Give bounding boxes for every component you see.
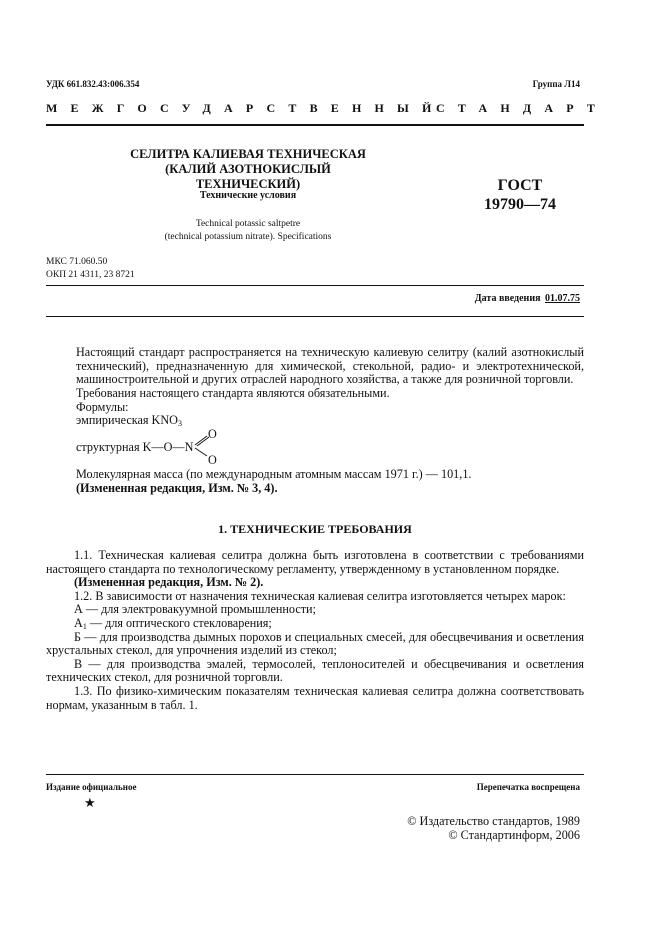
intro-p2: Требования настоящего стандарта являются обязательными. [76,386,390,400]
intro-date [475,293,580,304]
star-icon: ★ [84,795,96,810]
okp-code: ОКП 21 4311, 23 8721 [46,270,135,280]
edit-note-2: (Измененная редакция, Изм. № 2). [74,575,264,590]
grade-a1 [46,617,584,631]
grade-a1-subscript: 1 [82,621,87,631]
intro-p1: Настоящий стандарт распространяется на техническую калиевую селитру (калий азотнокислый технический), предназначенную для химической, стекольной, радио- и электротехнической, машиностроительной и других отраслей народного хозяйства, а также для розничной торговли. [76,345,584,387]
intro-paragraph [76,346,584,387]
bond-lines-icon [194,432,212,460]
english-title-line-2: (technical potassium nitrate). Specifications [164,232,332,242]
copyright-1989: © Издательство стандартов, 1989 [407,814,580,828]
header-rule [46,124,584,126]
banner-left: МЕЖГОСУДАРСТВЕННЫЙ [46,101,445,115]
copyright-block [407,815,580,842]
grade-a1-text: — для оптического стекловарения; [86,615,272,630]
molecular-mass: Молекулярная масса (по международным атомным массам 1971 г.) — 101,1. [76,467,472,481]
clause-1-2: 1.2. В зависимости от назначения техническая калиевая селитра изготовляется четырех марок: [74,588,566,603]
title-block [118,147,378,192]
clause-1-3: 1.3. По физико-химическим показателям техническая калиевая селитра должна соответствовать нормам, указанным в табл. 1. [46,683,584,712]
empirical-subscript: 3 [177,419,182,429]
gost-label: ГОСТ [497,177,543,194]
grade-a1-letter: А [74,615,83,630]
gost-block [470,176,570,214]
copyright-2006: © Стандартинформ, 2006 [448,827,580,842]
group-code: Группа Л14 [532,79,580,89]
intro-date-value: 01.07.75 [545,293,580,304]
formulas-label: Формулы: [76,399,129,414]
edition-official: Издание официальное [46,782,137,792]
section-1-heading: 1. ТЕХНИЧЕСКИЕ ТРЕБОВАНИЯ [218,522,412,536]
footer-rule [46,774,584,775]
title-line-1: СЕЛИТРА КАЛИЕВАЯ ТЕХНИЧЕСКАЯ [130,147,366,161]
grade-b: Б — для производства дымных порохов и специальных смесей, для обесцвечивания и осветления хрустальных стекол, для упрочнения изделий из стекол; [46,629,584,658]
english-title [118,218,378,244]
date-rule [46,316,584,317]
banner-right: СТАНДАРТ [436,101,609,115]
grade-a: А — для электровакуумной промышленности; [74,602,316,617]
intro-date-label: Дата введения [474,293,541,304]
title-line-2: (КАЛИЙ АЗОТНОКИСЛЫЙ ТЕХНИЧЕСКИЙ) [165,162,331,191]
classification-codes [46,256,135,282]
edit-note-3-4: (Измененная редакция, Изм. № 3, 4). [76,480,278,495]
subtitle: Технические условия [199,190,297,201]
intro-section [76,346,584,387]
section-1-body [46,549,584,712]
english-title-line-1: Technical potassic saltpetre [195,219,301,229]
mass-block [76,468,584,495]
empirical-label: эмпирическая KNO [76,413,178,428]
codes-rule [46,285,584,286]
clause-1-1: 1.1. Техническая калиевая селитра должна быть изготовлена в соответствии с требованиями настоящего стандарта по технологическому регламенту, утвержденному в установленном порядке. [46,548,584,576]
gost-number: 19790—74 [484,196,556,213]
udk-code: УДК 661.832.43:006.354 [46,79,140,89]
grade-v: В — для производства эмалей, термосолей, теплоносителей и обесцвечивания и осветления технических стекол, для розничной торговли. [46,656,584,685]
reprint-prohibited: Перепечатка воспрещена [476,782,580,792]
intro-lines [76,387,584,428]
empirical-formula [76,414,584,428]
mks-code: МКС 71.060.50 [46,257,108,267]
structural-formula: структурная K—O—N [76,440,194,454]
oxygen-bottom: O [208,453,217,467]
oxygen-top: O [208,427,217,441]
